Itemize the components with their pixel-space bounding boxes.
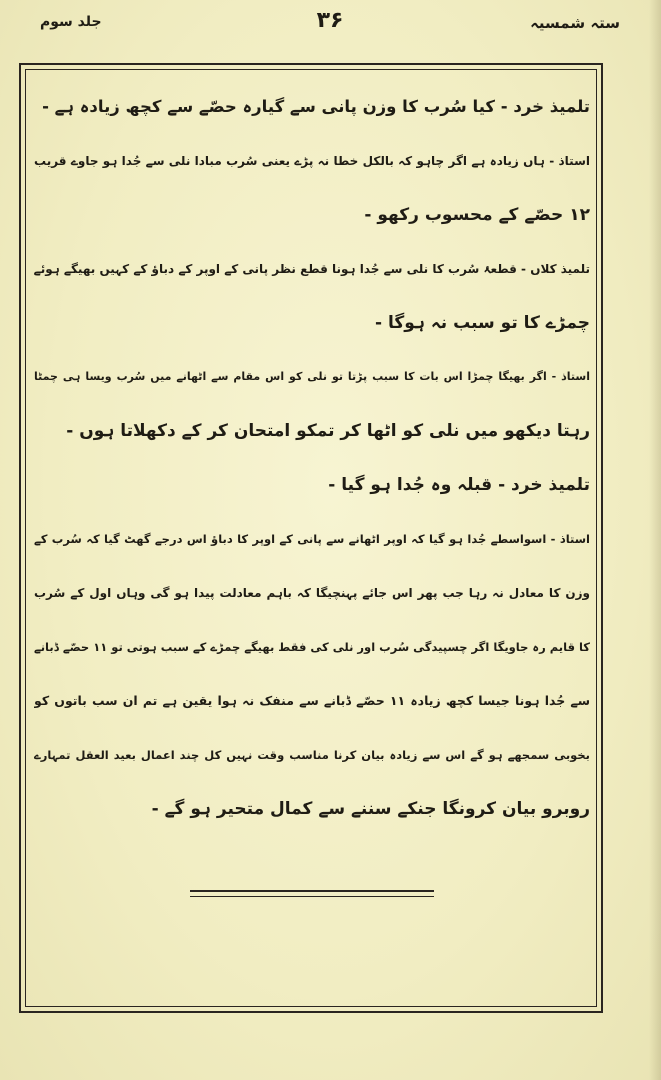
book-title: ستہ شمسیہ [530, 14, 620, 32]
volume-label: جلد سوم [40, 14, 102, 30]
text-body [34, 80, 590, 836]
text-line: ۱۲ حصّے کے محسوب رکھو - [364, 205, 590, 225]
page-number: ۳۶ [316, 8, 344, 33]
text-line: استاذ - اسواسطے جُدا ہو گیا کہ اوپر اٹھانے سے پانی کے اوپر کا دباؤ اس درجے گھٹ گیا کہ سُرب کے [34, 532, 590, 546]
text-line: چمڑے کا تو سبب نہ ہوگا - [375, 313, 590, 333]
text-line: رہتا دیکھو میں نلی کو اٹھا کر تمکو امتحان کر کے دکھلاتا ہوں - [66, 421, 590, 441]
text-line: سے جُدا ہونا جیسا کچھ زیادہ ۱۱ حصّے ڈبانے سے منفک نہ ہوا یقین ہے تم ان سب باتوں کو [34, 693, 590, 708]
text-line: تلمیذ خرد - کیا سُرب کا وزن پانی سے گیارہ حصّے سے کچھ زیادہ ہے - [42, 97, 590, 116]
text-line: استاذ - ہاں زیادہ ہے اگر چاہو کہ بالکل خطا نہ پڑے یعنی سُرب مبادا نلی سے جُدا ہو جاوے قریب [34, 154, 590, 168]
text-line: استاذ - اگر بھیگا چمڑا اس بات کا سبب پڑتا تو نلی کو اس مقام سے اٹھانے میں سُرب ویسا ہی چمٹا [34, 370, 590, 383]
rule-line-thin [190, 896, 434, 897]
text-line: تلمیذ خرد - قبلہ وہ جُدا ہو گیا - [328, 475, 590, 495]
page-edge-shadow [649, 0, 661, 1080]
text-line: وزن کا معادل نہ رہا جب پھر اس جائے پہنچیگا کہ باہم معادلت پیدا ہو گی وہاں اول کے سُرب [34, 586, 590, 600]
running-header [40, 6, 620, 46]
rule-line-thick [190, 890, 434, 892]
text-line: کا قایم رہ جاویگا اگر چسپیدگی سُرب اور نلی کی فقط بھیگے چمڑے کے سبب ہوتی تو ۱۱ حصّے ڈبانے [34, 640, 590, 654]
text-line: روبرو بیان کرونگا جنکے سننے سے کمال متحیر ہو گے - [151, 799, 590, 819]
text-line: بخوبی سمجھے ہو گے اس سے زیادہ بیان کرنا مناسب وقت نہیں کل چند اعمال بعید العقل تمہارے [34, 748, 590, 762]
section-end-rule [190, 890, 434, 900]
text-line: تلمیذ کلاں - قطعۂ سُرب کا نلی سے جُدا ہونا قطع نظر پانی کے اوپر کے دباؤ کے کہیں بھیگے ہوئے [34, 262, 590, 276]
